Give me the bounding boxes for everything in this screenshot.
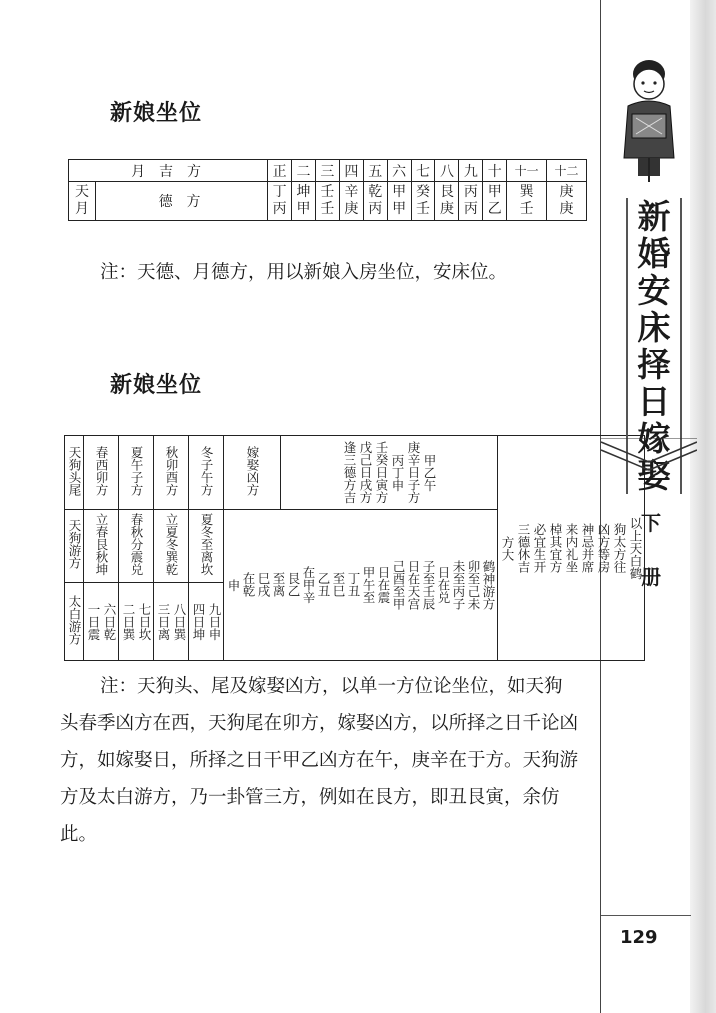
tiangou-you-c: 立夏冬巽乾	[154, 509, 189, 583]
month-cell: 正	[268, 160, 292, 182]
de-cell	[292, 182, 316, 221]
month-cell: 十	[483, 160, 507, 182]
month-cell: 五	[363, 160, 387, 182]
de-cell	[507, 182, 547, 221]
jiaqu-label: 嫁娶凶方	[224, 436, 281, 510]
yuede-value: 乙	[487, 201, 502, 217]
jiaqu-col: 丙丁申	[390, 453, 405, 492]
jiaqu-col: 逢三德方吉	[342, 441, 357, 504]
taibai-cell: 七日坎 二日巽	[119, 583, 154, 661]
month-cell: 十一	[507, 160, 547, 182]
tiangou-you-d: 夏冬至离坎	[189, 509, 224, 583]
month-cell: 十二	[547, 160, 587, 182]
heshen-col: 艮乙	[286, 572, 301, 598]
yuede-value: 庚	[439, 201, 454, 217]
de-cell	[459, 182, 483, 221]
child-mascot-icon	[614, 58, 684, 184]
right-note-col: 来内礼坐	[564, 523, 579, 573]
month-cell: 六	[387, 160, 411, 182]
tiande-value: 壬	[320, 184, 335, 200]
de-cell	[411, 182, 435, 221]
book-title: 新婚安床择日嫁娶	[626, 198, 682, 494]
heshen-col: 卯至己未	[466, 559, 481, 610]
section2-note-text: 注：天狗头、尾及嫁娶凶方，以单一方位论坐位，如天狗头春季凶方在西，天狗尾在卯方，嫁娶凶方，以所择之日千论凶方，如嫁娶日，所择之日干甲乙凶方在午，庚辛在于方。天狗游方及太白游方，乃一卦管三方，例如在艮方，即丑艮寅，余仿此。	[60, 676, 579, 845]
autumn-cell: 秋卯酉方	[154, 436, 189, 510]
de-cell	[547, 182, 587, 221]
page-number: 129	[620, 927, 658, 948]
auspicious-direction-table	[68, 159, 587, 221]
jiaqu-col: 戊己日戌方	[358, 441, 373, 504]
volume-label: 下册	[641, 511, 661, 589]
heshen-col: 未至丙子	[451, 559, 466, 610]
month-cell: 三	[315, 160, 339, 182]
de-cell	[315, 182, 339, 221]
de-cell	[268, 182, 292, 221]
heshen-col: 申	[226, 578, 241, 592]
heshen-col: 至巳	[331, 572, 346, 598]
month-cell: 九	[459, 160, 483, 182]
month-label-cell: 月吉方	[69, 160, 268, 182]
section2-note	[60, 668, 580, 853]
month-cell: 二	[292, 160, 316, 182]
right-note-col: 必宜生开	[532, 523, 547, 573]
yuede-value: 庚	[344, 201, 359, 217]
de-cell	[387, 182, 411, 221]
heshen-cell	[224, 509, 498, 660]
yuede-value: 丙	[463, 201, 478, 217]
heshen-col: 甲午至	[361, 566, 376, 604]
right-note-col: 凶方等房	[596, 523, 611, 573]
tiangou-touwei-label: 天狗头尾	[65, 436, 84, 510]
page-edge	[690, 0, 716, 1013]
right-note-col: 狗太方往	[612, 523, 627, 573]
jiaqu-col: 壬癸日寅方	[374, 441, 389, 504]
heshen-col: 鹤神游方	[481, 559, 496, 610]
de-cell	[363, 182, 387, 221]
tiangou-you-label: 天狗游方	[65, 509, 84, 583]
heshen-col: 子至壬辰	[421, 559, 436, 610]
tian-label: 天	[75, 184, 89, 200]
summer-cell: 夏午子方	[119, 436, 154, 510]
jiaqu-col: 庚辛日子方	[406, 441, 421, 504]
chevron-divider-icon	[601, 438, 697, 478]
yuede-value: 壬	[416, 201, 431, 217]
month-cell: 四	[339, 160, 363, 182]
tiangou-you-a: 立春艮秋坤	[84, 509, 119, 583]
section1-note-text: 注：天德、月德方，用以新娘入房坐位，安床位。	[100, 262, 508, 283]
heshen-col: 至离	[271, 572, 286, 598]
de-cell	[483, 182, 507, 221]
tiande-value: 甲	[487, 184, 502, 200]
heshen-col: 日在震	[376, 566, 391, 604]
section1-heading: 新娘坐位	[110, 101, 203, 126]
inauspicious-direction-table	[64, 435, 645, 661]
tiande-value: 辛	[344, 184, 359, 200]
yuede-value: 壬	[320, 201, 335, 217]
yue-label: 月	[75, 201, 89, 217]
heshen-col: 在甲辛	[301, 566, 316, 604]
tiande-value: 甲	[392, 184, 407, 200]
heshen-col: 日在天宫	[406, 559, 421, 610]
right-note-col: 方大	[500, 535, 515, 561]
heshen-col: 丁丑	[346, 572, 361, 598]
right-note-col: 棹其宜方	[548, 523, 563, 573]
tiande-value: 巽	[519, 184, 534, 200]
yuede-value: 甲	[392, 201, 407, 217]
heshen-col: 己酉至甲	[391, 559, 406, 610]
heshen-col: 在乾	[241, 572, 256, 598]
yuede-value: 庚	[559, 201, 574, 217]
taibai-cell: 八日巽 三日离	[154, 583, 189, 661]
right-note-col: 三德休吉	[516, 523, 531, 573]
winter-cell: 冬子午方	[189, 436, 224, 510]
taibai-cell: 六日乾 一日震	[84, 583, 119, 661]
tiande-value: 乾	[368, 184, 383, 200]
tiande-value: 庚	[559, 184, 574, 200]
page-number-rule	[601, 915, 691, 916]
heshen-col: 乙丑	[316, 572, 331, 598]
jiaqu-directions-cell	[281, 436, 498, 510]
de-cell	[339, 182, 363, 221]
right-note-col: 神忌并席	[580, 523, 595, 573]
tianyue-label-cell	[69, 182, 96, 221]
yuede-value: 丙	[272, 201, 287, 217]
month-cell: 七	[411, 160, 435, 182]
right-note-col: 以上天白鹤	[628, 516, 643, 580]
month-cell: 八	[435, 160, 459, 182]
section1-note	[60, 254, 580, 291]
yuede-value: 壬	[519, 201, 534, 217]
tiande-value: 坤	[296, 184, 311, 200]
section2-heading: 新娘坐位	[110, 373, 203, 398]
heshen-col: 日在兑	[436, 566, 451, 604]
yuede-value: 丙	[368, 201, 383, 217]
defang-label-cell: 德方	[96, 182, 268, 221]
tiangou-you-b: 春秋分震兑	[119, 509, 154, 583]
tiande-value: 癸	[416, 184, 431, 200]
tiande-value: 丁	[272, 184, 287, 200]
taibai-cell: 九日申 四日坤	[189, 583, 224, 661]
jiaqu-col: 甲乙午	[422, 453, 437, 492]
tiande-value: 丙	[463, 184, 478, 200]
heshen-col: 巳戌	[256, 572, 271, 598]
spring-cell: 春西卯方	[84, 436, 119, 510]
tiande-value: 艮	[439, 184, 454, 200]
yuede-value: 甲	[296, 201, 311, 217]
de-cell	[435, 182, 459, 221]
taibai-label: 太白游方	[65, 583, 84, 661]
